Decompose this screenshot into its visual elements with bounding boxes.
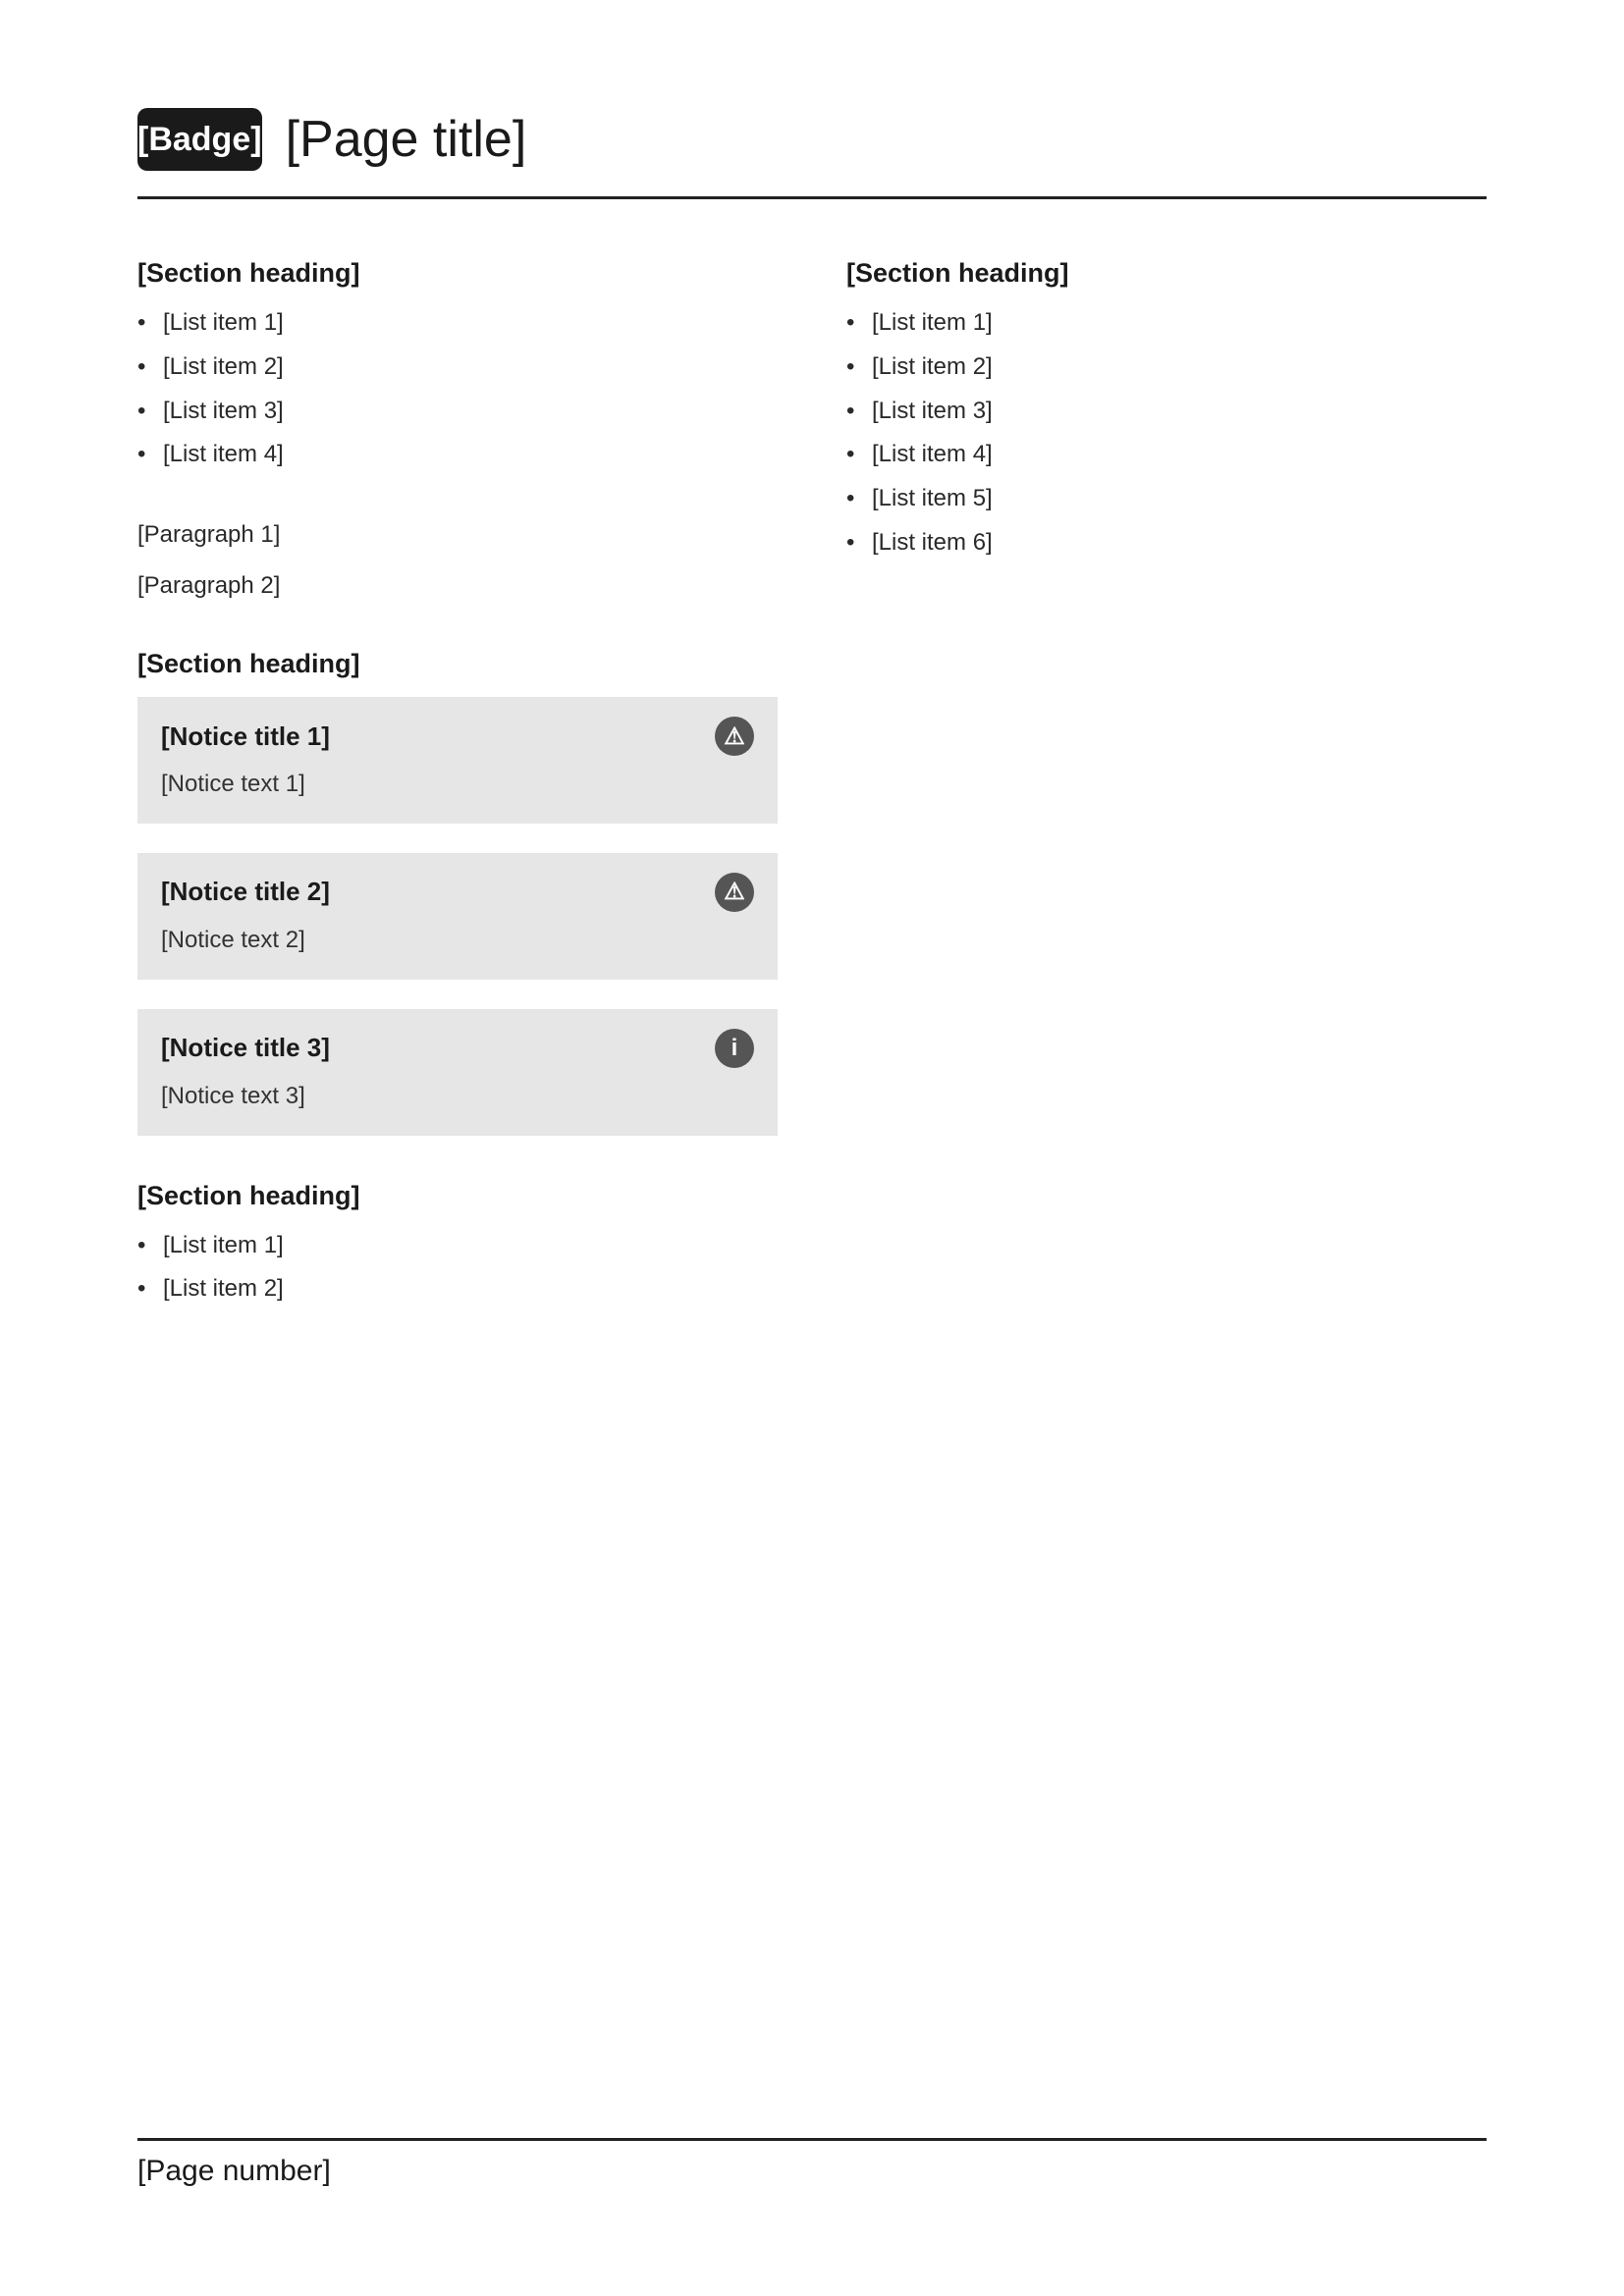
notice-text: [Notice text 1] bbox=[161, 771, 305, 798]
list-item: • [List item 3] bbox=[846, 395, 1487, 429]
intro-section bbox=[137, 517, 778, 604]
list-item: • [List item 1] bbox=[137, 1229, 778, 1263]
intro-paragraph: [Paragraph 2] bbox=[137, 572, 281, 600]
info-icon: i bbox=[715, 1029, 754, 1068]
notice-header bbox=[161, 873, 754, 912]
contents-heading: [Section heading] bbox=[137, 1180, 360, 1210]
list-item: • [List item 4] bbox=[846, 438, 1487, 472]
notice-header bbox=[161, 1029, 754, 1068]
contents-list bbox=[137, 1229, 778, 1308]
right-column bbox=[846, 258, 1487, 1352]
list-item: • [List item 2] bbox=[846, 350, 1487, 385]
page-number: [Page number] bbox=[137, 2155, 331, 2187]
list-item: • [List item 5] bbox=[846, 482, 1487, 516]
notice-box bbox=[137, 1009, 778, 1136]
notice-box bbox=[137, 697, 778, 824]
list-item: • [List item 1] bbox=[846, 306, 1487, 341]
notice-text: [Notice text 2] bbox=[161, 926, 305, 953]
list-item: • [List item 2] bbox=[137, 350, 778, 385]
list-item: • [List item 4] bbox=[137, 438, 778, 472]
list-item: • [List item 6] bbox=[846, 526, 1487, 561]
left-column bbox=[137, 258, 778, 1352]
page-footer bbox=[137, 2138, 1487, 2188]
notice-title: [Notice title 1] bbox=[161, 721, 330, 751]
content-columns bbox=[137, 258, 1487, 1352]
explanations-heading: [Section heading] bbox=[137, 649, 360, 679]
warning-icon: ⚠ bbox=[715, 873, 754, 912]
controls-section bbox=[137, 258, 778, 472]
list-item: • [List item 3] bbox=[137, 395, 778, 429]
list-item: • [List item 2] bbox=[137, 1272, 778, 1307]
language-badge: [Badge] bbox=[137, 108, 262, 171]
safety-heading: [Section heading] bbox=[846, 258, 1069, 288]
controls-list bbox=[137, 306, 778, 472]
warning-icon: ⚠ bbox=[715, 717, 754, 756]
intro-paragraph: [Paragraph 1] bbox=[137, 521, 281, 549]
page-header bbox=[137, 108, 1487, 199]
notice-text: [Notice text 3] bbox=[161, 1082, 305, 1109]
notice-box bbox=[137, 853, 778, 980]
notice-header bbox=[161, 717, 754, 756]
list-item: • [List item 1] bbox=[137, 306, 778, 341]
notice-title: [Notice title 2] bbox=[161, 877, 330, 907]
page-title: [Page title] bbox=[285, 111, 527, 168]
contents-section bbox=[137, 1181, 778, 1308]
notice-title: [Notice title 3] bbox=[161, 1033, 330, 1063]
controls-heading: [Section heading] bbox=[137, 258, 360, 288]
safety-list bbox=[846, 306, 1487, 561]
safety-section bbox=[846, 258, 1487, 561]
explanations-section bbox=[137, 649, 778, 1135]
